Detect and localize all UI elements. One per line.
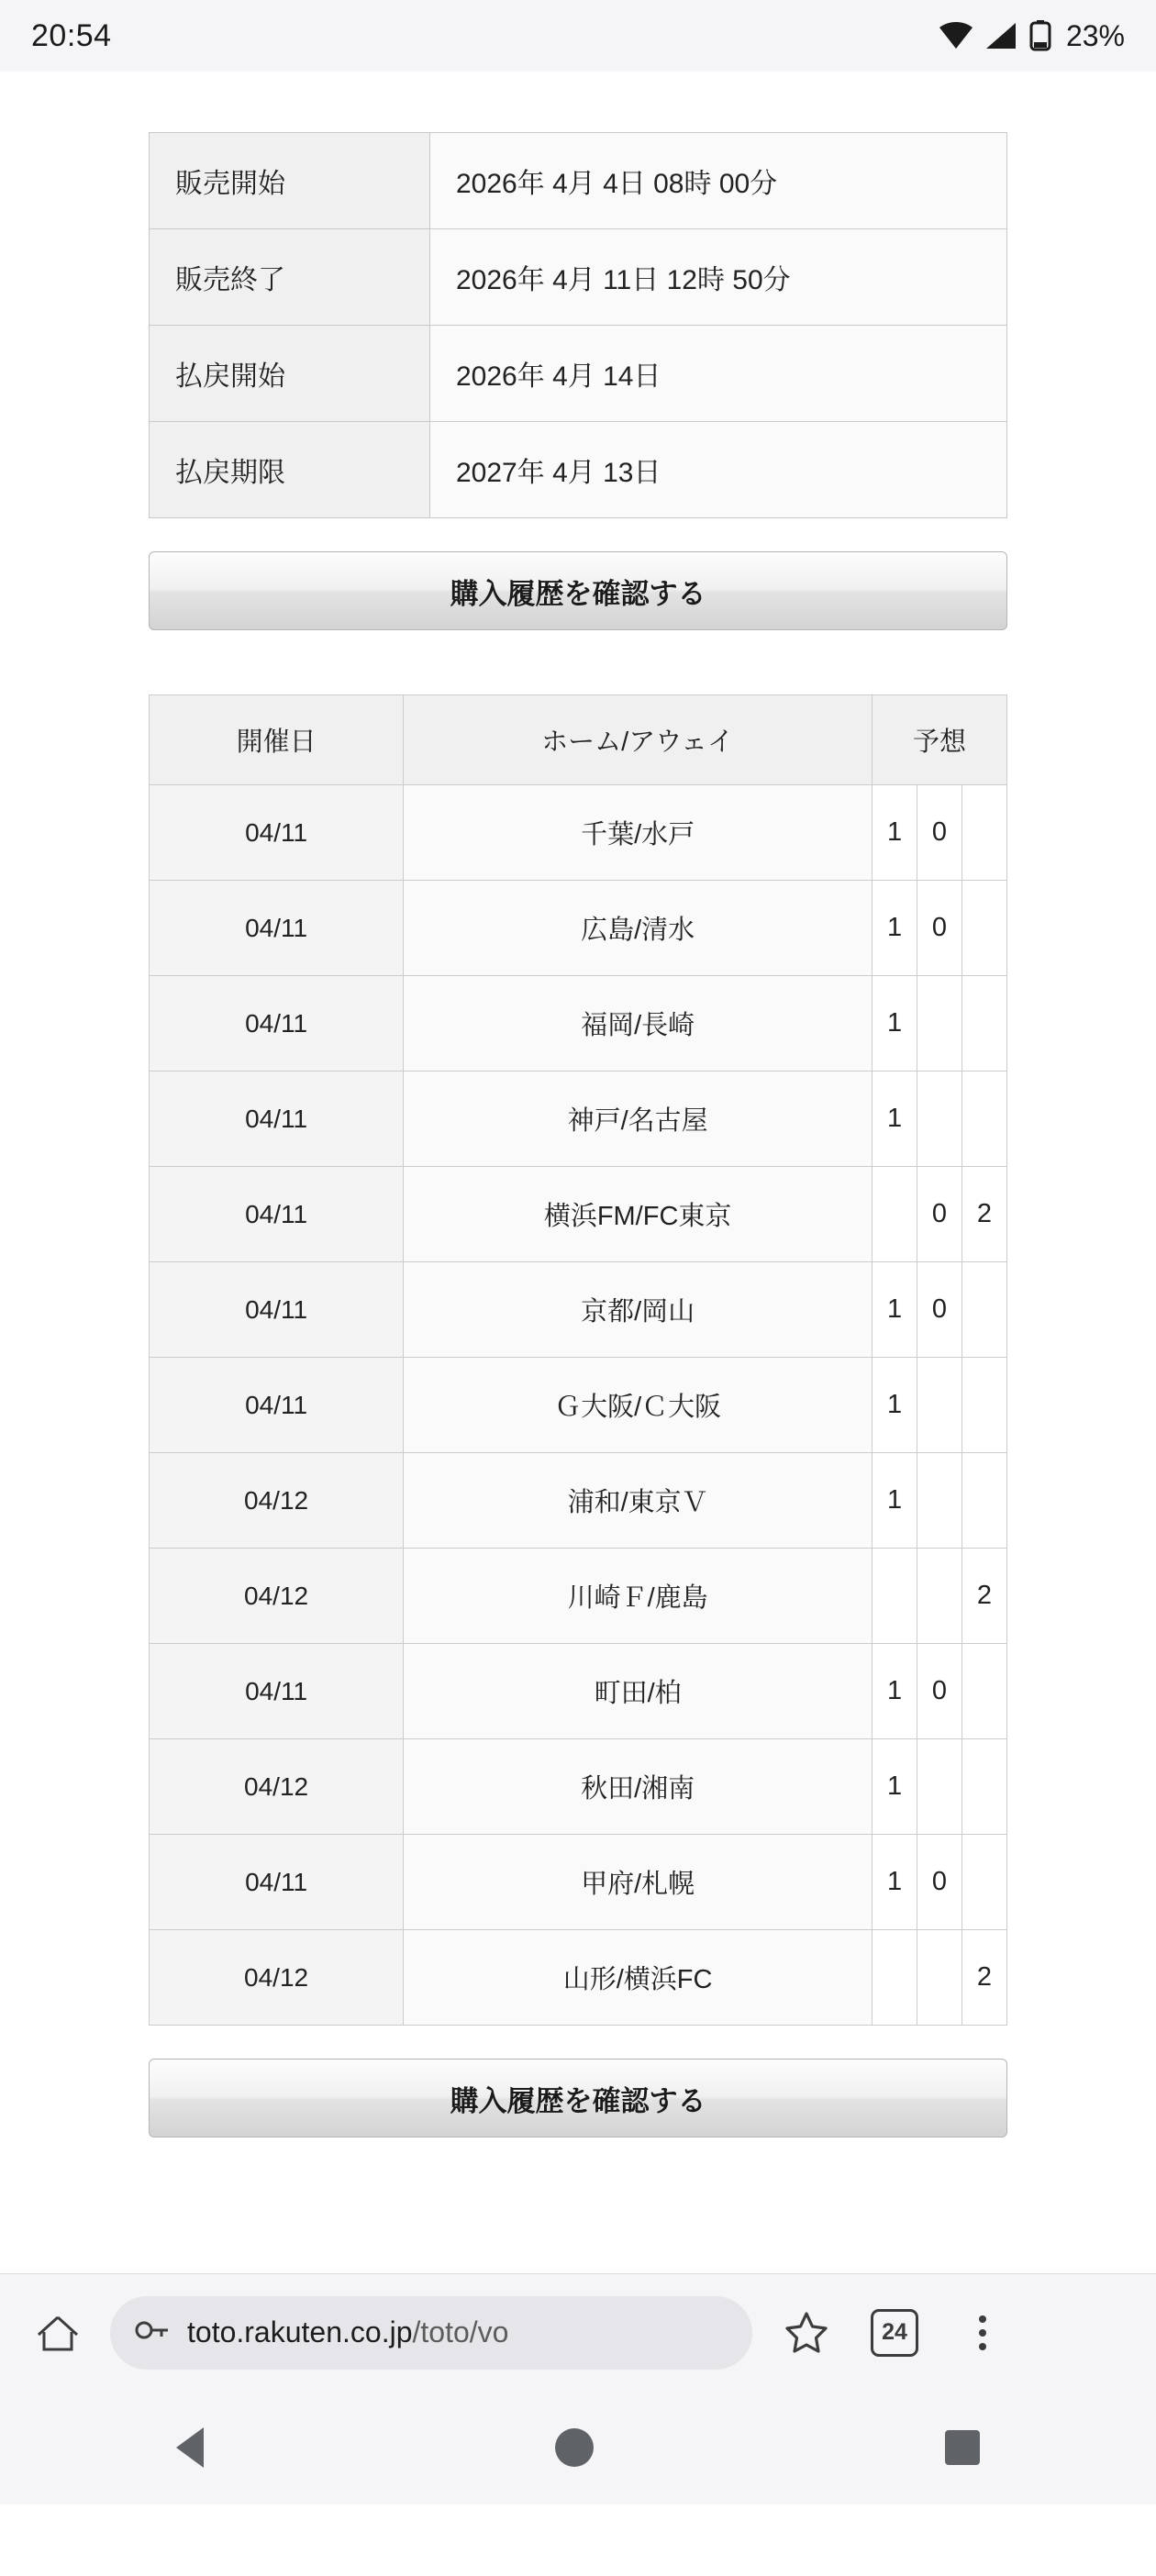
bookmark-star-icon[interactable] bbox=[773, 2309, 840, 2357]
pick-away bbox=[961, 1358, 1006, 1453]
android-nav-bar bbox=[0, 2391, 1156, 2504]
pick-home: 1 bbox=[873, 1644, 917, 1739]
match-teams: 山形/横浜FC bbox=[404, 1930, 873, 2026]
match-date: 04/11 bbox=[150, 976, 404, 1071]
prediction-table bbox=[149, 694, 1007, 2026]
pick-home: 1 bbox=[873, 1358, 917, 1453]
pick-away bbox=[961, 1262, 1006, 1358]
pick-away bbox=[961, 1453, 1006, 1549]
signal-icon bbox=[985, 22, 1017, 50]
info-value: 2026年 4月 11日 12時 50分 bbox=[430, 229, 1007, 326]
battery-percent: 23% bbox=[1065, 18, 1125, 52]
pick-home: 1 bbox=[873, 1835, 917, 1930]
table-row bbox=[150, 422, 1007, 518]
match-teams: 神戸/名古屋 bbox=[404, 1071, 873, 1167]
pick-away bbox=[961, 1835, 1006, 1930]
pick-draw: 0 bbox=[917, 1644, 962, 1739]
table-row bbox=[150, 1644, 1007, 1739]
recents-button[interactable] bbox=[945, 2430, 980, 2465]
pick-away: 2 bbox=[961, 1549, 1006, 1644]
match-date: 04/12 bbox=[150, 1453, 404, 1549]
match-teams: 町田/柏 bbox=[404, 1644, 873, 1739]
home-button[interactable] bbox=[555, 2428, 594, 2467]
table-row bbox=[150, 133, 1007, 229]
info-value: 2027年 4月 13日 bbox=[430, 422, 1007, 518]
pick-draw bbox=[917, 1453, 962, 1549]
table-row bbox=[150, 229, 1007, 326]
match-teams: 秋田/湘南 bbox=[404, 1739, 873, 1835]
match-teams: 千葉/水戸 bbox=[404, 785, 873, 881]
table-row bbox=[150, 1930, 1007, 2026]
table-row bbox=[150, 1167, 1007, 1262]
info-value: 2026年 4月 4日 08時 00分 bbox=[430, 133, 1007, 229]
info-value: 2026年 4月 14日 bbox=[430, 326, 1007, 422]
match-date: 04/11 bbox=[150, 1644, 404, 1739]
pick-away bbox=[961, 1071, 1006, 1167]
pick-draw bbox=[917, 1358, 962, 1453]
pick-draw: 0 bbox=[917, 785, 962, 881]
pick-draw bbox=[917, 1930, 962, 2026]
home-icon[interactable] bbox=[26, 2311, 90, 2355]
status-bar bbox=[0, 0, 1156, 72]
match-teams: Ｇ大阪/Ｃ大阪 bbox=[404, 1358, 873, 1453]
pick-draw bbox=[917, 1549, 962, 1644]
match-date: 04/11 bbox=[150, 785, 404, 881]
pick-home: 1 bbox=[873, 1262, 917, 1358]
info-label: 払戻開始 bbox=[150, 326, 430, 422]
pick-draw: 0 bbox=[917, 1835, 962, 1930]
info-label: 販売終了 bbox=[150, 229, 430, 326]
match-date: 04/12 bbox=[150, 1930, 404, 2026]
wifi-icon bbox=[939, 22, 973, 50]
tab-count: 24 bbox=[871, 2309, 918, 2357]
address-bar[interactable] bbox=[110, 2296, 752, 2370]
site-info-icon[interactable] bbox=[134, 2317, 171, 2348]
pick-away bbox=[961, 785, 1006, 881]
info-label: 払戻期限 bbox=[150, 422, 430, 518]
table-row bbox=[150, 881, 1007, 976]
purchase-history-button-bottom[interactable]: 購入履歴を確認する bbox=[149, 2059, 1007, 2137]
pick-home: 1 bbox=[873, 881, 917, 976]
match-teams: 広島/清水 bbox=[404, 881, 873, 976]
pick-away bbox=[961, 976, 1006, 1071]
status-indicators bbox=[939, 19, 1125, 53]
url-text bbox=[187, 2315, 508, 2349]
pick-away: 2 bbox=[961, 1167, 1006, 1262]
match-date: 04/12 bbox=[150, 1549, 404, 1644]
match-teams: 横浜FM/FC東京 bbox=[404, 1167, 873, 1262]
table-row bbox=[150, 1739, 1007, 1835]
pick-away: 2 bbox=[961, 1930, 1006, 2026]
match-date: 04/11 bbox=[150, 1167, 404, 1262]
pick-draw bbox=[917, 976, 962, 1071]
more-menu-icon[interactable] bbox=[949, 2315, 1017, 2350]
back-button[interactable] bbox=[176, 2427, 204, 2468]
table-row bbox=[150, 1071, 1007, 1167]
pick-draw: 0 bbox=[917, 1262, 962, 1358]
info-label: 販売開始 bbox=[150, 133, 430, 229]
match-date: 04/11 bbox=[150, 1071, 404, 1167]
table-row bbox=[150, 1549, 1007, 1644]
match-teams: 福岡/長崎 bbox=[404, 976, 873, 1071]
sale-info-table bbox=[149, 132, 1007, 518]
match-date: 04/11 bbox=[150, 881, 404, 976]
pick-draw bbox=[917, 1739, 962, 1835]
tab-switcher-icon[interactable] bbox=[861, 2309, 928, 2357]
header-prediction: 予想 bbox=[873, 695, 1007, 785]
match-date: 04/12 bbox=[150, 1739, 404, 1835]
purchase-history-button-top[interactable]: 購入履歴を確認する bbox=[149, 551, 1007, 630]
table-row bbox=[150, 1358, 1007, 1453]
pick-home: 1 bbox=[873, 785, 917, 881]
pick-draw bbox=[917, 1071, 962, 1167]
table-row bbox=[150, 976, 1007, 1071]
status-clock: 20:54 bbox=[31, 17, 112, 53]
table-header-row bbox=[150, 695, 1007, 785]
pick-away bbox=[961, 881, 1006, 976]
pick-draw: 0 bbox=[917, 881, 962, 976]
pick-away bbox=[961, 1739, 1006, 1835]
pick-home bbox=[873, 1167, 917, 1262]
page-content bbox=[0, 72, 1156, 2576]
pick-home: 1 bbox=[873, 1453, 917, 1549]
header-date: 開催日 bbox=[150, 695, 404, 785]
pick-home: 1 bbox=[873, 1739, 917, 1835]
pick-home: 1 bbox=[873, 976, 917, 1071]
header-match: ホーム/アウェイ bbox=[404, 695, 873, 785]
match-teams: 甲府/札幌 bbox=[404, 1835, 873, 1930]
match-date: 04/11 bbox=[150, 1262, 404, 1358]
pick-away bbox=[961, 1644, 1006, 1739]
match-teams: 浦和/東京Ｖ bbox=[404, 1453, 873, 1549]
table-row bbox=[150, 785, 1007, 881]
table-row bbox=[150, 1262, 1007, 1358]
url-path: /toto/vo bbox=[412, 2315, 509, 2348]
pick-home bbox=[873, 1930, 917, 2026]
match-date: 04/11 bbox=[150, 1835, 404, 1930]
match-date: 04/11 bbox=[150, 1358, 404, 1453]
pick-home bbox=[873, 1549, 917, 1644]
browser-toolbar bbox=[0, 2273, 1156, 2391]
pick-home: 1 bbox=[873, 1071, 917, 1167]
match-teams: 川崎Ｆ/鹿島 bbox=[404, 1549, 873, 1644]
battery-icon bbox=[1029, 20, 1051, 51]
url-domain: toto.rakuten.co.jp bbox=[187, 2315, 413, 2348]
match-teams: 京都/岡山 bbox=[404, 1262, 873, 1358]
table-row bbox=[150, 326, 1007, 422]
pick-draw: 0 bbox=[917, 1167, 962, 1262]
table-row bbox=[150, 1835, 1007, 1930]
table-row bbox=[150, 1453, 1007, 1549]
